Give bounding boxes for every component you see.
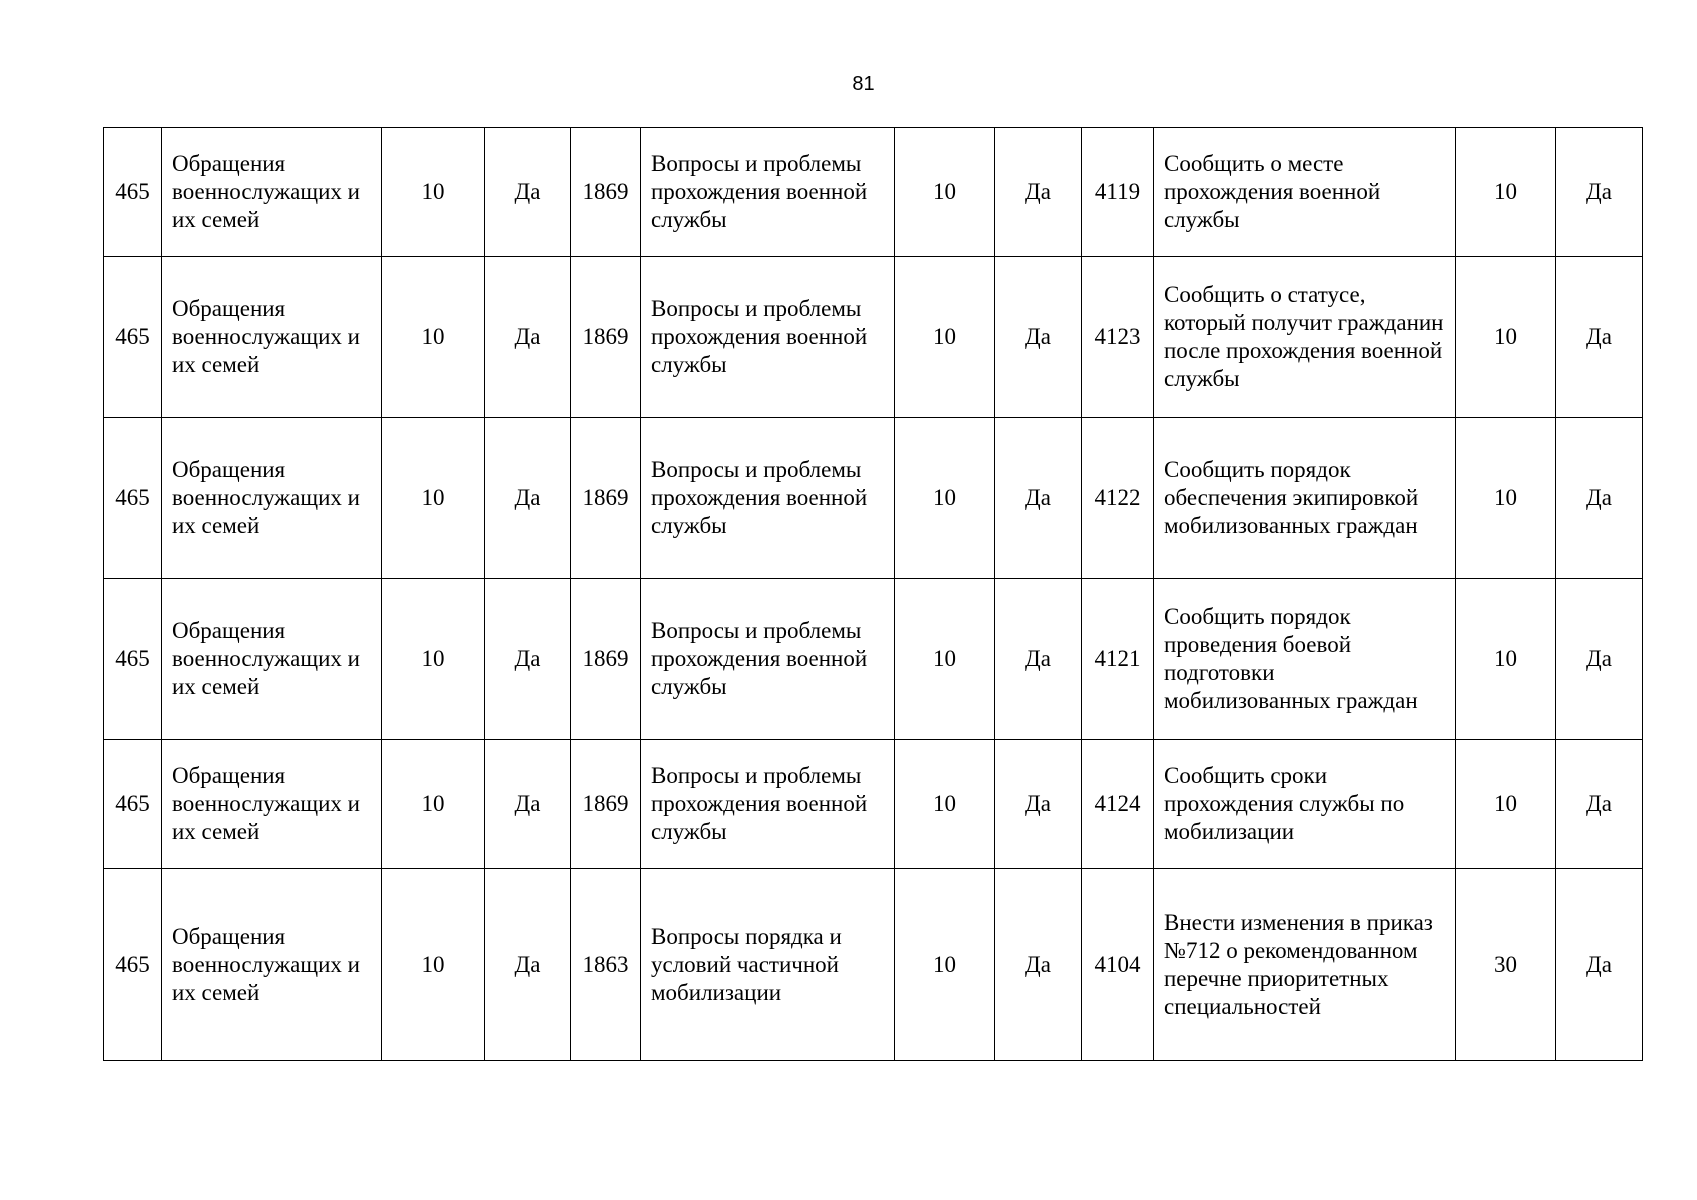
- question-name-cell: Вопросы и проблемы прохождения военной службы: [641, 418, 895, 579]
- topic-term-cell: 10: [382, 418, 485, 579]
- topic-name-cell: Обращения военнослужащих и их семей: [162, 579, 382, 740]
- subquestion-name-cell: Сообщить порядок проведения боевой подготовки мобилизованных граждан: [1154, 579, 1456, 740]
- topic-flag-cell: Да: [485, 740, 571, 869]
- topic-code-cell: 465: [104, 418, 162, 579]
- question-term-cell: 10: [895, 257, 995, 418]
- question-code-cell: 1869: [571, 579, 641, 740]
- subquestion-term-cell: 30: [1456, 869, 1556, 1061]
- subquestion-flag-cell: Да: [1556, 579, 1643, 740]
- topic-flag-cell: Да: [485, 257, 571, 418]
- question-name-cell: Вопросы порядка и условий частичной мобилизации: [641, 869, 895, 1061]
- subquestion-name-cell: Внести изменения в приказ №712 о рекомендованном перечне приоритетных специальностей: [1154, 869, 1456, 1061]
- question-code-cell: 1869: [571, 418, 641, 579]
- table-row: [104, 869, 1643, 1061]
- topic-name-cell: Обращения военнослужащих и их семей: [162, 740, 382, 869]
- question-flag-cell: Да: [995, 740, 1082, 869]
- topic-flag-cell: Да: [485, 869, 571, 1061]
- topic-code-cell: 465: [104, 579, 162, 740]
- question-code-cell: 1863: [571, 869, 641, 1061]
- subquestion-term-cell: 10: [1456, 418, 1556, 579]
- classifier-table: [103, 127, 1643, 1061]
- question-code-cell: 1869: [571, 257, 641, 418]
- question-name-cell: Вопросы и проблемы прохождения военной службы: [641, 128, 895, 257]
- topic-term-cell: 10: [382, 128, 485, 257]
- table-row: [104, 579, 1643, 740]
- subquestion-code-cell: 4121: [1082, 579, 1154, 740]
- topic-flag-cell: Да: [485, 128, 571, 257]
- subquestion-flag-cell: Да: [1556, 740, 1643, 869]
- question-flag-cell: Да: [995, 418, 1082, 579]
- subquestion-term-cell: 10: [1456, 740, 1556, 869]
- subquestion-code-cell: 4119: [1082, 128, 1154, 257]
- question-name-cell: Вопросы и проблемы прохождения военной службы: [641, 740, 895, 869]
- topic-term-cell: 10: [382, 579, 485, 740]
- question-term-cell: 10: [895, 418, 995, 579]
- subquestion-flag-cell: Да: [1556, 418, 1643, 579]
- topic-name-cell: Обращения военнослужащих и их семей: [162, 869, 382, 1061]
- question-term-cell: 10: [895, 869, 995, 1061]
- topic-name-cell: Обращения военнослужащих и их семей: [162, 418, 382, 579]
- question-code-cell: 1869: [571, 740, 641, 869]
- topic-term-cell: 10: [382, 869, 485, 1061]
- table-row: [104, 740, 1643, 869]
- topic-term-cell: 10: [382, 740, 485, 869]
- question-name-cell: Вопросы и проблемы прохождения военной службы: [641, 257, 895, 418]
- subquestion-flag-cell: Да: [1556, 257, 1643, 418]
- question-flag-cell: Да: [995, 257, 1082, 418]
- topic-flag-cell: Да: [485, 418, 571, 579]
- subquestion-name-cell: Сообщить порядок обеспечения экипировкой мобилизованных граждан: [1154, 418, 1456, 579]
- question-name-cell: Вопросы и проблемы прохождения военной службы: [641, 579, 895, 740]
- question-code-cell: 1869: [571, 128, 641, 257]
- subquestion-name-cell: Сообщить сроки прохождения службы по мобилизации: [1154, 740, 1456, 869]
- subquestion-code-cell: 4123: [1082, 257, 1154, 418]
- table-row: [104, 128, 1643, 257]
- question-term-cell: 10: [895, 128, 995, 257]
- subquestion-flag-cell: Да: [1556, 869, 1643, 1061]
- topic-code-cell: 465: [104, 257, 162, 418]
- subquestion-term-cell: 10: [1456, 128, 1556, 257]
- subquestion-term-cell: 10: [1456, 257, 1556, 418]
- subquestion-code-cell: 4122: [1082, 418, 1154, 579]
- subquestion-name-cell: Сообщить о статусе, который получит гражданин после прохождения военной службы: [1154, 257, 1456, 418]
- question-flag-cell: Да: [995, 869, 1082, 1061]
- topic-code-cell: 465: [104, 869, 162, 1061]
- topic-code-cell: 465: [104, 740, 162, 869]
- topic-code-cell: 465: [104, 128, 162, 257]
- page-number: 81: [852, 73, 875, 95]
- topic-flag-cell: Да: [485, 579, 571, 740]
- subquestion-name-cell: Сообщить о месте прохождения военной службы: [1154, 128, 1456, 257]
- question-term-cell: 10: [895, 740, 995, 869]
- subquestion-code-cell: 4124: [1082, 740, 1154, 869]
- subquestion-flag-cell: Да: [1556, 128, 1643, 257]
- question-flag-cell: Да: [995, 579, 1082, 740]
- topic-term-cell: 10: [382, 257, 485, 418]
- question-term-cell: 10: [895, 579, 995, 740]
- topic-name-cell: Обращения военнослужащих и их семей: [162, 257, 382, 418]
- subquestion-code-cell: 4104: [1082, 869, 1154, 1061]
- question-flag-cell: Да: [995, 128, 1082, 257]
- subquestion-term-cell: 10: [1456, 579, 1556, 740]
- table-row: [104, 418, 1643, 579]
- topic-name-cell: Обращения военнослужащих и их семей: [162, 128, 382, 257]
- table-row: [104, 257, 1643, 418]
